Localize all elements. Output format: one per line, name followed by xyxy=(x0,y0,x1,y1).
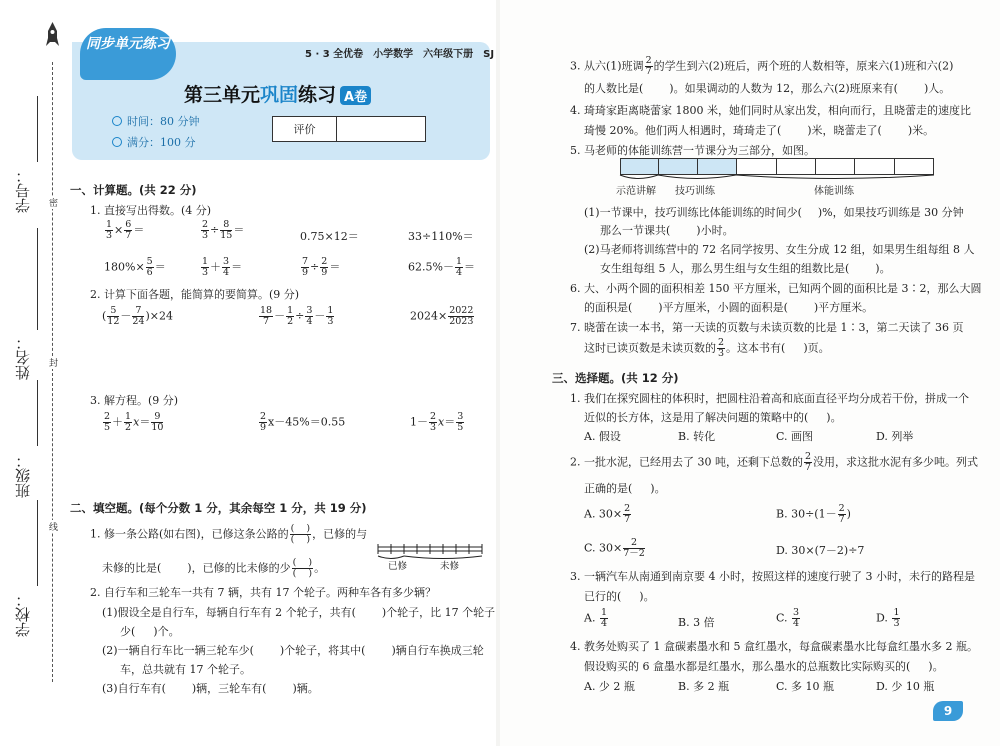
score-info: 满分：100 分 xyxy=(112,134,196,150)
option-b[interactable]: B. 多 2 瓶 xyxy=(678,680,730,693)
s1-q2: 2. 计算下面各题，能简算的要简算。(9 分) xyxy=(90,288,300,301)
option-c[interactable]: C. $\frac{3}{4}$ xyxy=(776,607,800,629)
option-d[interactable]: D. 列举 xyxy=(876,430,914,443)
equation-item: 1－ $\frac{2}{3}$ x＝ $\frac{3}{5}$ xyxy=(410,411,464,433)
s2-q2: 2. 自行车和三轮车一共有 7 辆，共有 17 个轮子。两种车各有多少辆？ xyxy=(90,586,436,599)
s2-q2-2: (2)一辆自行车比一辆三轮车少( )个轮子，将其中( )辆自行车换成三轮 xyxy=(102,644,484,657)
s2-q1-cont: 未修的比是( )，已修的比未修的少 ( ) ( ) 。 xyxy=(102,557,326,579)
option-c[interactable]: C. 30× $\frac{2}{7-2}$ xyxy=(584,537,645,559)
calc-item: 33÷110%＝ xyxy=(408,230,474,243)
s2-q3: 3. 从六(1)班调 $\frac{2}{7}$ 的学生到六(2)班后，两个班的人数相等，原来六(1)班和六(2) xyxy=(570,55,954,77)
s2-q5: 5. 马老师的体能训练营一节课分为三部分，如图。 xyxy=(570,144,815,157)
segment-divider xyxy=(776,158,777,175)
s2-q2-3: (3)自行车有( )辆，三轮车有( )辆。 xyxy=(102,682,319,695)
bar-label-done: 已修 xyxy=(388,561,408,572)
seal-char-mi: 密 xyxy=(47,198,57,207)
school-label: 学校： xyxy=(14,592,32,637)
segment-divider xyxy=(854,158,855,175)
segment-divider xyxy=(658,158,659,175)
segment-fitness xyxy=(736,158,934,175)
s2-q5-1: (1)一节课中，技巧训练比体能训练的时间少( )%，如果技巧训练是 30 分钟 xyxy=(584,206,964,219)
s3-q2: 2. 一批水泥，已经用去了 30 吨，还剩下总数的 $\frac{2}{7}$ 没用，求这批水泥有多少吨。列式 xyxy=(570,451,979,473)
page-number: 9 xyxy=(933,701,963,721)
calc-item: $\frac{7}{9}$ ÷ $\frac{2}{9}$ ＝ xyxy=(302,256,341,278)
option-d[interactable]: D. $\frac{1}{3}$ xyxy=(876,607,900,629)
s2-q5-2: (2)马老师将训练营中的 72 名同学按男、女生分成 12 组，如果男生组每组 8 人 xyxy=(584,243,975,256)
option-c[interactable]: C. 多 10 瓶 xyxy=(776,680,835,693)
calc-item: 0.75×12＝ xyxy=(300,230,359,243)
class-line[interactable] xyxy=(37,380,38,446)
seal-char-feng: 封 xyxy=(47,358,57,367)
seg-label-skill: 技巧训练 xyxy=(675,186,715,197)
calc-item: ( $\frac{5}{12}$ － $\frac{7}{24}$ )×24 xyxy=(102,305,173,327)
calc-item: 62.5%－ $\frac{1}{4}$ ＝ xyxy=(408,256,475,278)
clock-icon xyxy=(112,116,122,126)
s2-q2-1: (1)假设全是自行车，每辆自行车有 2 个轮子，共有( )个轮子，比 17 个轮子 xyxy=(102,606,496,619)
equation-item: $\frac{2}{9}$ x－45%＝0.55 xyxy=(260,411,346,433)
equation-item: $\frac{2}{5}$ ＋ $\frac{1}{2}$ x＝ $\frac{9}{10}$ xyxy=(104,411,164,433)
binding-gutter xyxy=(0,0,55,746)
right-page xyxy=(500,0,1000,746)
s3-q3: 3. 一辆汽车从南通到南京要 4 小时，按照这样的速度行驶了 3 小时，未行的路程是 xyxy=(570,570,975,583)
s2-q5-2b: 女生组每组 5 人，那么男生组与女生组的组数比是( )。 xyxy=(600,262,891,275)
rocket-icon xyxy=(46,22,59,48)
left-page xyxy=(0,0,496,746)
option-d[interactable]: D. 30×(7－2)÷7 xyxy=(776,544,865,557)
s1-q1: 1. 直接写出得数。(4 分) xyxy=(90,204,212,217)
school-line[interactable] xyxy=(37,500,38,586)
check-icon xyxy=(112,137,122,147)
s1-q3: 3. 解方程。(9 分) xyxy=(90,394,179,407)
segment-divider xyxy=(815,158,816,175)
option-c[interactable]: C. 画图 xyxy=(776,430,814,443)
segment-demo xyxy=(620,158,737,175)
calc-item: $\frac{1}{3}$ ＋ $\frac{3}{4}$ ＝ xyxy=(202,256,243,278)
seal-char-xian: 线 xyxy=(47,522,57,531)
section-1-title: 一、计算题。(共 22 分) xyxy=(70,183,197,197)
section-3-title: 三、选择题。(共 12 分) xyxy=(552,371,679,385)
s2-q2-2b: 车，总共就有 17 个轮子。 xyxy=(120,663,251,676)
student-number-line[interactable] xyxy=(37,96,38,162)
time-info: 时间：80 分钟 xyxy=(112,113,200,129)
seg-label-demo: 示范讲解 xyxy=(616,186,656,197)
s2-q6b: 的面积是( )平方厘米，小圆的面积是( )平方厘米。 xyxy=(584,301,874,314)
option-a[interactable]: A. 假设 xyxy=(584,430,621,443)
segment-divider xyxy=(697,158,698,175)
name-line[interactable] xyxy=(37,228,38,330)
s2-q4: 4. 琦琦家距离晓蕾家 1800 米，她们同时从家出发，相向而行，且晓蕾走的速度比 xyxy=(570,104,971,117)
cut-line xyxy=(52,62,53,682)
s2-q7b: 这时已读页数是未读页数的 $\frac{2}{3}$ 。这本书有( )页。 xyxy=(584,337,830,359)
section-2-title: 二、填空题。(每个分数 1 分，其余每空 1 分，共 19 分) xyxy=(70,501,367,515)
calc-item: 180%× $\frac{5}{6}$ ＝ xyxy=(104,256,166,278)
option-a[interactable]: A. 少 2 瓶 xyxy=(584,680,635,693)
s3-q1: 1. 我们在探究圆柱的体积时，把圆柱沿着高和底面直径平均分成若干份，拼成一个 xyxy=(570,392,969,405)
s2-q6: 6. 大、小两个圆的面积相差 150 平方厘米，已知两个圆的面积比是 3∶2，那么大圆 xyxy=(570,282,982,295)
student-number-label: 学号： xyxy=(14,168,32,213)
evaluation-box[interactable]: 评价 xyxy=(272,116,426,142)
option-b[interactable]: B. 3 倍 xyxy=(678,616,715,629)
calc-item: $\frac{2}{3}$ ÷ $\frac{8}{15}$ ＝ xyxy=(202,219,245,241)
page-title: 第三单元巩固练习 A卷 xyxy=(184,80,371,107)
s3-q4b: 假设购买的 6 盒墨水都是红墨水，那么墨水的总瓶数比实际购买的( )。 xyxy=(584,660,944,673)
name-label: 姓名： xyxy=(14,335,32,380)
s3-q2b: 正确的是( )。 xyxy=(584,482,666,495)
s3-q3b: 已行的( )。 xyxy=(584,590,655,603)
calc-item: $\frac{1}{3}$ × $\frac{6}{7}$ ＝ xyxy=(106,219,145,241)
class-label: 班级： xyxy=(14,453,32,498)
s2-q1: 1. 修一条公路(如右图)，已修这条公路的 ( ) ( ) ，已修的与 xyxy=(90,523,368,545)
option-a[interactable]: A. $\frac{1}{4}$ xyxy=(584,607,607,629)
segment-braces xyxy=(618,174,938,184)
calc-item: $\frac{18}{7}$ － $\frac{1}{2}$ ÷ $\frac{3}{4}$ － $\frac{1}{3}$ xyxy=(260,305,334,327)
book-info: 5 · 3 全优卷 小学数学 六年级下册 SJ xyxy=(305,49,495,60)
s3-q4: 4. 教务处购买了 1 盒碳素墨水和 5 盒红墨水，每盒碳素墨水比每盒红墨水多 2 瓶。 xyxy=(570,640,978,653)
s2-q5-1b: 那么一节课共( )小时。 xyxy=(600,224,734,237)
bar-label-left: 未修 xyxy=(440,561,460,572)
s2-q3b: 的人数比是( )。如果调动的人数为 12，那么六(2)班原来有( )人。 xyxy=(584,82,951,95)
paper-badge: A卷 xyxy=(340,86,371,105)
section-tab: 同步单元练习 xyxy=(80,28,176,80)
option-b[interactable]: B. 30÷(1－ $\frac{2}{7}$ ) xyxy=(776,503,851,525)
s2-q7: 7. 晓蕾在读一本书，第一天读的页数与未读页数的比是 1∶3，第二天读了 36 页 xyxy=(570,321,964,334)
s2-q2-1b: 少( )个。 xyxy=(120,625,180,638)
s3-q1b: 近似的长方体，这是用了解决问题的策略中的( )。 xyxy=(584,411,842,424)
option-b[interactable]: B. 转化 xyxy=(678,430,716,443)
option-d[interactable]: D. 少 10 瓶 xyxy=(876,680,935,693)
calc-item: 2024× $\frac{2022}{2023}$ xyxy=(410,305,474,327)
seg-label-fitness: 体能训练 xyxy=(814,186,854,197)
option-a[interactable]: A. 30× $\frac{2}{7}$ xyxy=(584,503,631,525)
segment-divider xyxy=(894,158,895,175)
s2-q4b: 琦慢 20%。他们两人相遇时，琦琦走了( )米，晓蕾走了( )米。 xyxy=(584,124,935,137)
